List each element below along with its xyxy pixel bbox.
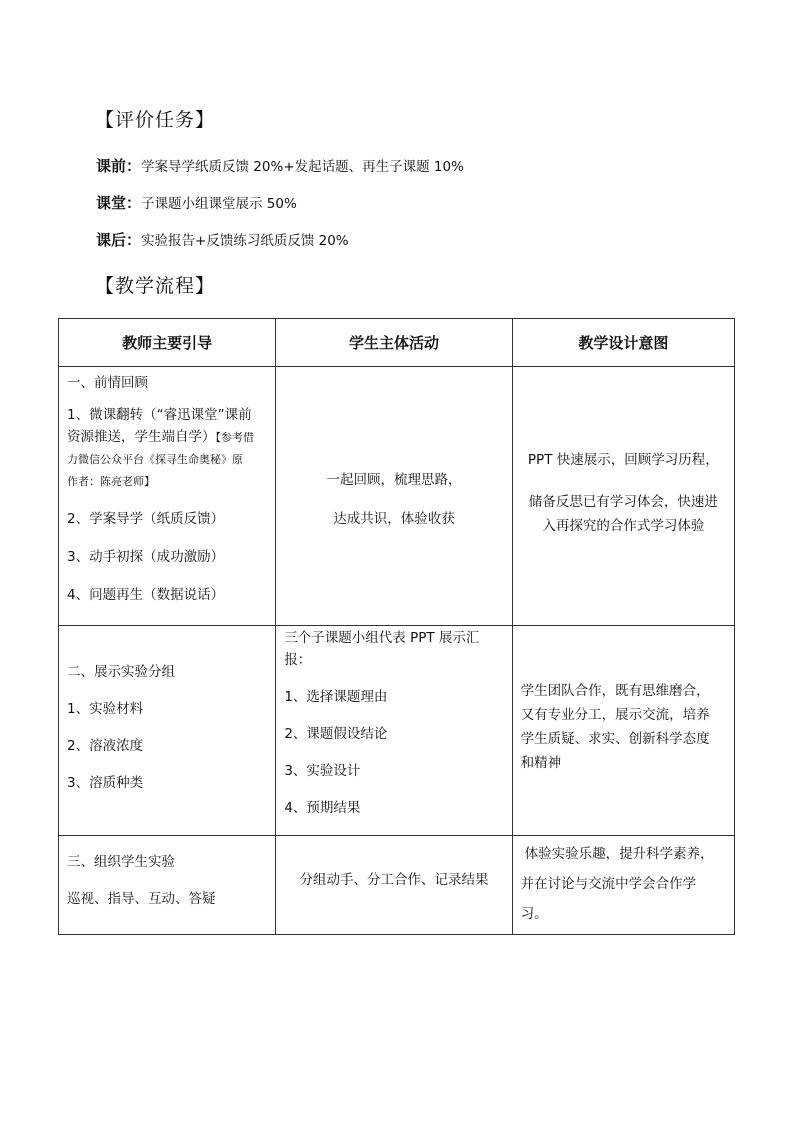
table-row <box>59 626 735 836</box>
activity-text: 三个子课题小组代表 PPT 展示汇 <box>284 630 480 646</box>
teaching-flow-table <box>58 318 735 935</box>
reference-note: 作者：陈亮老师】 <box>67 475 155 488</box>
section-title: 二、展示实验分组 <box>67 664 175 680</box>
activity-text: 分组动手、分工合作、记录结果 <box>299 872 489 888</box>
row2-student-cell <box>276 626 512 836</box>
list-item: 3、溶质种类 <box>67 775 144 791</box>
list-item: 2、学案导学（纸质反馈） <box>67 511 225 527</box>
intent-text: 和精神 <box>520 755 562 771</box>
row3-teacher-cell <box>59 836 276 935</box>
evaluation-text: 实验报告+反馈练习纸质反馈 20% <box>141 233 349 249</box>
flow-heading: 【教学流程】 <box>95 275 216 297</box>
intent-text: 入再探究的合作式学习体验 <box>542 518 705 534</box>
list-item: 1、实验材料 <box>67 701 144 717</box>
section-title: 一、前情回顾 <box>67 375 148 391</box>
row1-intent-cell <box>512 367 734 626</box>
row2-teacher-cell <box>59 626 276 836</box>
list-item: 1、选择课题理由 <box>284 689 388 705</box>
list-item: 3、实验设计 <box>284 763 361 779</box>
list-item: 1、微课翻转（“睿迅课堂”课前 <box>67 407 252 423</box>
evaluation-text: 学案导学纸质反馈 20%+发起话题、再生子课题 10% <box>141 159 464 175</box>
intent-text: 学生团队合作，既有思维磨合， <box>520 683 710 699</box>
intent-text: 并在讨论与交流中学会合作学 <box>520 876 697 892</box>
intent-text: 习。 <box>520 906 548 922</box>
list-item: 4、问题再生（数据说话） <box>67 587 225 603</box>
activity-text: 达成共识，体验收获 <box>333 511 455 527</box>
intent-text: PPT 快速展示，回顾学习历程， <box>527 452 719 468</box>
row1-teacher-cell <box>59 367 276 626</box>
evaluation-label: 课后： <box>96 231 142 249</box>
list-item: 2、课题假设结论 <box>284 726 388 742</box>
row3-intent-cell <box>512 836 734 935</box>
evaluation-line-in-class <box>96 192 297 213</box>
table-header-row <box>59 319 735 367</box>
row2-intent-cell <box>512 626 734 836</box>
table-row <box>59 836 735 935</box>
evaluation-text: 子课题小组课堂展示 50% <box>141 196 297 212</box>
list-item: 资源推送，学生端自学） <box>67 429 216 445</box>
intent-text: 又有专业分工，展示交流，培养 <box>520 707 710 723</box>
reference-note: 力微信公众平台《探寻生命奥秘》原 <box>67 453 243 466</box>
activity-text: 巡视、指导、互动、答疑 <box>67 891 216 907</box>
table-row <box>59 367 735 626</box>
section-title: 三、组织学生实验 <box>67 854 175 870</box>
header-student: 学生主体活动 <box>276 319 512 367</box>
evaluation-label: 课堂： <box>96 194 142 212</box>
row1-student-cell <box>276 367 512 626</box>
list-item: 4、预期结果 <box>284 800 361 816</box>
evaluation-heading: 【评价任务】 <box>95 109 216 131</box>
evaluation-line-after-class <box>96 229 349 250</box>
activity-text: 报： <box>284 652 312 668</box>
evaluation-label: 课前： <box>96 157 142 175</box>
evaluation-line-before-class <box>96 155 464 176</box>
intent-text: 体验实验乐趣，提升科学素养， <box>524 846 714 862</box>
reference-note: 【参考借 <box>215 431 254 444</box>
intent-text: 储备反思已有学习体会，快速进 <box>528 494 718 510</box>
header-teacher: 教师主要引导 <box>59 319 276 367</box>
list-item: 2、溶液浓度 <box>67 738 144 754</box>
header-intent: 教学设计意图 <box>512 319 734 367</box>
activity-text: 一起回顾，梳理思路， <box>326 472 462 488</box>
list-item: 3、动手初探（成功激励） <box>67 549 225 565</box>
intent-text: 学生质疑、求实、创新科学态度 <box>520 731 710 747</box>
row3-student-cell <box>276 836 512 935</box>
